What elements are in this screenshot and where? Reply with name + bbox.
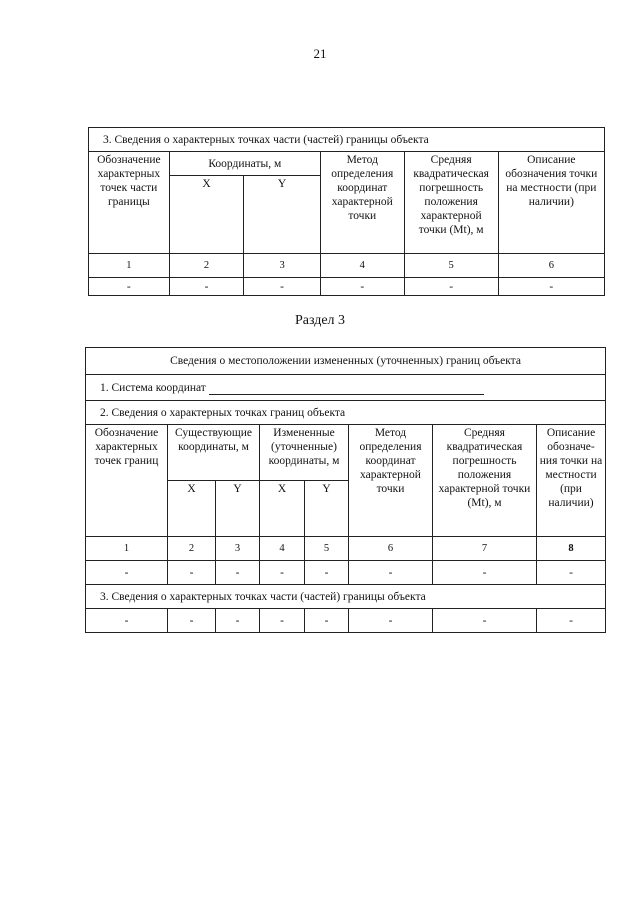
header-x: X bbox=[168, 481, 216, 537]
table-cell: - bbox=[244, 278, 321, 296]
table-cell: - bbox=[86, 561, 168, 585]
header-changed-coordinates: Измененные (уточненные) координаты, м bbox=[260, 425, 349, 481]
coordinate-system-label bbox=[86, 375, 606, 401]
header-designation: Обозначение характерных точек границ bbox=[86, 425, 168, 537]
table-cell: - bbox=[260, 561, 305, 585]
table-caption: 3. Сведения о характерных точках части (частей) границы объекта bbox=[89, 128, 605, 152]
table-cell: - bbox=[498, 278, 604, 296]
table-cell: - bbox=[168, 561, 216, 585]
column-number: 7 bbox=[433, 537, 537, 561]
column-number: 2 bbox=[168, 537, 216, 561]
column-number: 6 bbox=[498, 254, 604, 278]
table-cell: - bbox=[260, 609, 305, 633]
column-number: 5 bbox=[305, 537, 349, 561]
table-cell: - bbox=[404, 278, 498, 296]
section-title: Раздел 3 bbox=[294, 313, 346, 328]
table-cell: - bbox=[305, 561, 349, 585]
column-number: 5 bbox=[404, 254, 498, 278]
table-cell: - bbox=[433, 609, 537, 633]
header-coordinates: Координаты, м bbox=[169, 152, 320, 176]
header-y: Y bbox=[305, 481, 349, 537]
table-cell: - bbox=[216, 609, 260, 633]
header-method: Метод определения координат характерной точки bbox=[349, 425, 433, 537]
table-cell: - bbox=[169, 278, 244, 296]
page-number: 21 bbox=[313, 46, 327, 61]
table-cell: - bbox=[89, 278, 170, 296]
table-cell: - bbox=[86, 609, 168, 633]
table-cell: - bbox=[320, 278, 404, 296]
table-cell: - bbox=[537, 561, 606, 585]
column-number: 1 bbox=[89, 254, 170, 278]
column-number: 2 bbox=[169, 254, 244, 278]
table-cell: - bbox=[537, 609, 606, 633]
header-x: X bbox=[260, 481, 305, 537]
header-x: X bbox=[169, 176, 244, 254]
table-cell: - bbox=[349, 561, 433, 585]
table-cell: - bbox=[168, 609, 216, 633]
column-number: 4 bbox=[260, 537, 305, 561]
column-number: 3 bbox=[244, 254, 321, 278]
changed-boundaries-table bbox=[85, 347, 606, 633]
header-y: Y bbox=[244, 176, 321, 254]
header-description: Описание обозначения точки на местности (при наличии) bbox=[498, 152, 604, 254]
header-existing-coordinates: Существующие координаты, м bbox=[168, 425, 260, 481]
coordinate-system-text: 1. Система координат bbox=[100, 381, 206, 394]
column-number: 3 bbox=[216, 537, 260, 561]
table-cell: - bbox=[349, 609, 433, 633]
fill-in-line bbox=[209, 382, 484, 395]
column-number: 6 bbox=[349, 537, 433, 561]
header-error: Средняя квадратическая погрешность положения характерной точки (Mt), м bbox=[433, 425, 537, 537]
table-title: Сведения о местоположении измененных (уточненных) границ объекта bbox=[86, 348, 606, 375]
header-error: Средняя квадратическая погрешность положения характерной точки (Mt), м bbox=[404, 152, 498, 254]
header-designation: Обозначение характерных точек части границы bbox=[89, 152, 170, 254]
parts-boundary-label: 3. Сведения о характерных точках части (частей) границы объекта bbox=[86, 585, 606, 609]
table-cell: - bbox=[433, 561, 537, 585]
parts-boundary-points-table bbox=[88, 127, 605, 296]
header-method: Метод определения координат характерной точки bbox=[320, 152, 404, 254]
table-cell: - bbox=[305, 609, 349, 633]
header-y: Y bbox=[216, 481, 260, 537]
column-number: 4 bbox=[320, 254, 404, 278]
table-cell: - bbox=[216, 561, 260, 585]
header-description: Описание обозначе-ния точки на местности (при наличии) bbox=[537, 425, 606, 537]
column-number: 8 bbox=[537, 537, 606, 561]
column-number: 1 bbox=[86, 537, 168, 561]
boundary-points-label: 2. Сведения о характерных точках границ объекта bbox=[86, 401, 606, 425]
